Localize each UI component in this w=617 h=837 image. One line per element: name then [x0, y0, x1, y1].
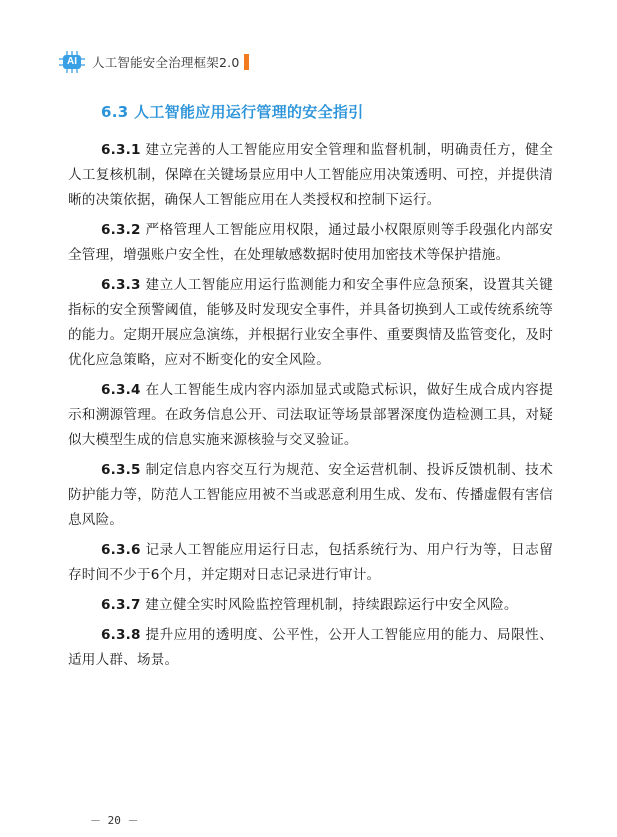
clause-number: 6.3.6 — [101, 542, 141, 558]
section-heading: 6.3 人工智能应用运行管理的安全指引 — [101, 103, 364, 121]
document-title: 人工智能安全治理框架2.0 — [92, 55, 240, 70]
clause-text: 建立完善的人工智能应用安全管理和监督机制，明确责任方，健全人工复核机制，保障在关键场景应用中人工智能应用决策透明、可控，并提供清晰的决策依据，确保人工智能应用在人类授权和控制下运行。 — [68, 142, 553, 208]
paragraph-6-3-5 — [68, 458, 553, 533]
clause-number: 6.3.5 — [101, 462, 141, 478]
clause-number: 6.3.3 — [101, 277, 141, 293]
ai-chip-logo-icon — [58, 50, 86, 74]
header-accent-bar — [244, 54, 249, 70]
paragraph-6-3-1 — [68, 138, 553, 213]
paragraph-6-3-7 — [68, 593, 553, 618]
clause-text: 记录人工智能应用运行日志，包括系统行为、用户行为等，日志留存时间不少于6个月，并定期对日志记录进行审计。 — [68, 542, 553, 583]
page-number: － 20 － — [90, 814, 139, 827]
paragraph-6-3-8 — [68, 623, 553, 673]
clause-number: 6.3.8 — [101, 627, 141, 643]
logo-text: AI — [63, 55, 81, 69]
clause-text: 严格管理人工智能应用权限，通过最小权限原则等手段强化内部安全管理，增强账户安全性，在处理敏感数据时使用加密技术等保护措施。 — [68, 222, 553, 263]
clause-text: 制定信息内容交互行为规范、安全运营机制、投诉反馈机制、技术防护能力等，防范人工智能应用被不当或恶意利用生成、发布、传播虚假有害信息风险。 — [68, 462, 553, 528]
clause-text: 建立健全实时风险监控管理机制，持续跟踪运行中安全风险。 — [145, 597, 518, 613]
clause-text: 在人工智能生成内容内添加显式或隐式标识，做好生成合成内容提示和溯源管理。在政务信息公开、司法取证等场景部署深度伪造检测工具，对疑似大模型生成的信息实施来源核验与交叉验证。 — [68, 382, 553, 448]
paragraph-6-3-3 — [68, 273, 553, 373]
clause-number: 6.3.7 — [101, 597, 141, 613]
clause-number: 6.3.2 — [101, 222, 141, 238]
paragraph-6-3-2 — [68, 218, 553, 268]
clause-number: 6.3.4 — [101, 382, 141, 398]
clause-text: 提升应用的透明度、公平性，公开人工智能应用的能力、局限性、适用人群、场景。 — [68, 627, 553, 668]
section-body — [68, 138, 553, 678]
page-header — [58, 50, 249, 74]
clause-number: 6.3.1 — [101, 142, 141, 158]
paragraph-6-3-6 — [68, 538, 553, 588]
paragraph-6-3-4 — [68, 378, 553, 453]
clause-text: 建立人工智能应用运行监测能力和安全事件应急预案，设置其关键指标的安全预警阈值，能够及时发现安全事件，并具备切换到人工或传统系统等的能力。定期开展应急演练，并根据行业安全事件、重要舆情及监管变化，及时优化应急策略，应对不断变化的安全风险。 — [68, 277, 553, 368]
